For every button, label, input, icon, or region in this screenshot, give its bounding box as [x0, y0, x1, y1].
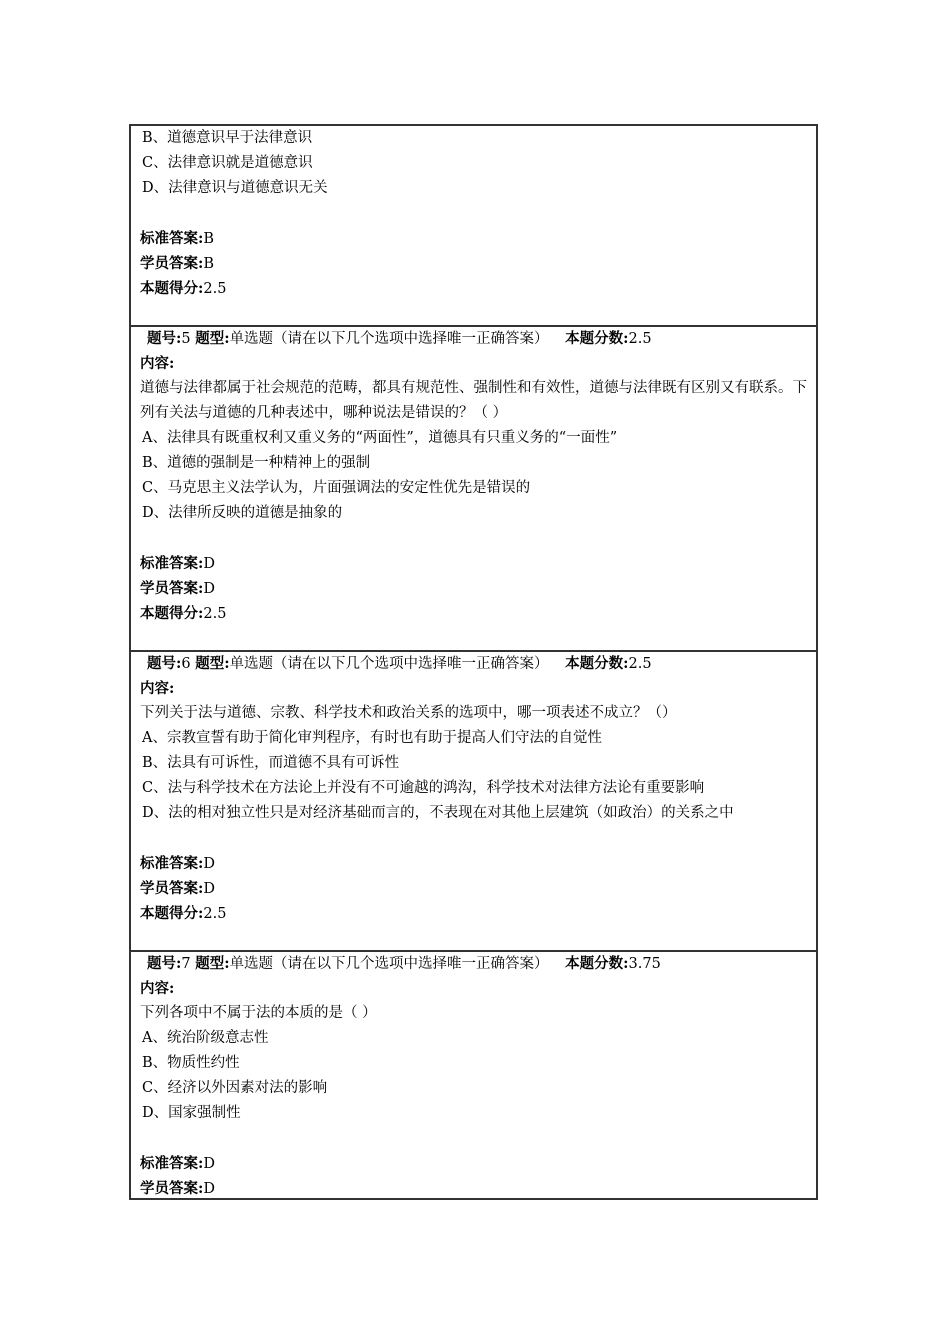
question-stem: 下列关于法与道德、宗教、科学技术和政治关系的选项中，哪一项表述不成立？（）	[140, 705, 677, 721]
option-d: D、法的相对独立性只是对经济基础而言的，不表现在对其他上层建筑（如政治）的关系之中	[142, 805, 734, 821]
option-a: A、宗教宣誓有助于简化审判程序，有时也有助于提高人们守法的自觉性	[142, 730, 602, 746]
option-a: A、统治阶级意志性	[142, 1030, 269, 1046]
question-score: 本题得分:2.5	[140, 905, 227, 922]
option-c: C、法律意识就是道德意识	[142, 155, 313, 171]
option-b: B、物质性约性	[142, 1055, 240, 1071]
option-b: B、道德的强制是一种精神上的强制	[142, 455, 371, 471]
standard-answer: 标准答案:D	[140, 555, 215, 572]
question-score: 本题得分:2.5	[140, 605, 227, 622]
student-answer: 学员答案:B	[140, 255, 215, 272]
student-answer: 学员答案:D	[140, 1180, 215, 1197]
question-header: 题号:5 题型:单选题（请在以下几个选项中选择唯一正确答案） 本题分数:2.5	[147, 330, 652, 347]
option-c: C、马克思主义法学认为，片面强调法的安定性优先是错误的	[142, 480, 531, 496]
option-b: B、法具有可诉性，而道德不具有可诉性	[142, 755, 400, 771]
option-d: D、法律所反映的道德是抽象的	[142, 505, 343, 521]
standard-answer: 标准答案:D	[140, 855, 215, 872]
option-c: C、经济以外因素对法的影响	[142, 1080, 328, 1096]
question-header: 题号:7 题型:单选题（请在以下几个选项中选择唯一正确答案） 本题分数:3.75	[147, 955, 661, 972]
option-d: D、法律意识与道德意识无关	[142, 180, 328, 196]
content-label: 内容:	[140, 355, 175, 372]
content-label: 内容:	[140, 680, 175, 697]
option-b: B、道德意识早于法律意识	[142, 130, 313, 146]
question-header: 题号:6 题型:单选题（请在以下几个选项中选择唯一正确答案） 本题分数:2.5	[147, 655, 652, 672]
question-table	[129, 124, 818, 1200]
standard-answer: 标准答案:D	[140, 1155, 215, 1172]
option-a: A、法律具有既重权利又重义务的“两面性”，道德具有只重义务的“一面性”	[142, 430, 618, 446]
student-answer: 学员答案:D	[140, 580, 215, 597]
option-d: D、国家强制性	[142, 1105, 241, 1121]
standard-answer: 标准答案:B	[140, 230, 215, 247]
question-stem: 道德与法律都属于社会规范的范畴，都具有规范性、强制性和有效性，道德与法律既有区别又有联系。下列有关法与道德的几种表述中，哪种说法是错误的？（ ）	[140, 380, 807, 421]
student-answer: 学员答案:D	[140, 880, 215, 897]
question-score: 本题得分:2.5	[140, 280, 227, 297]
question-stem: 下列各项中不属于法的本质的是（ ）	[140, 1005, 377, 1021]
option-c: C、法与科学技术在方法论上并没有不可逾越的鸿沟，科学技术对法律方法论有重要影响	[142, 780, 705, 796]
content-label: 内容:	[140, 980, 175, 997]
